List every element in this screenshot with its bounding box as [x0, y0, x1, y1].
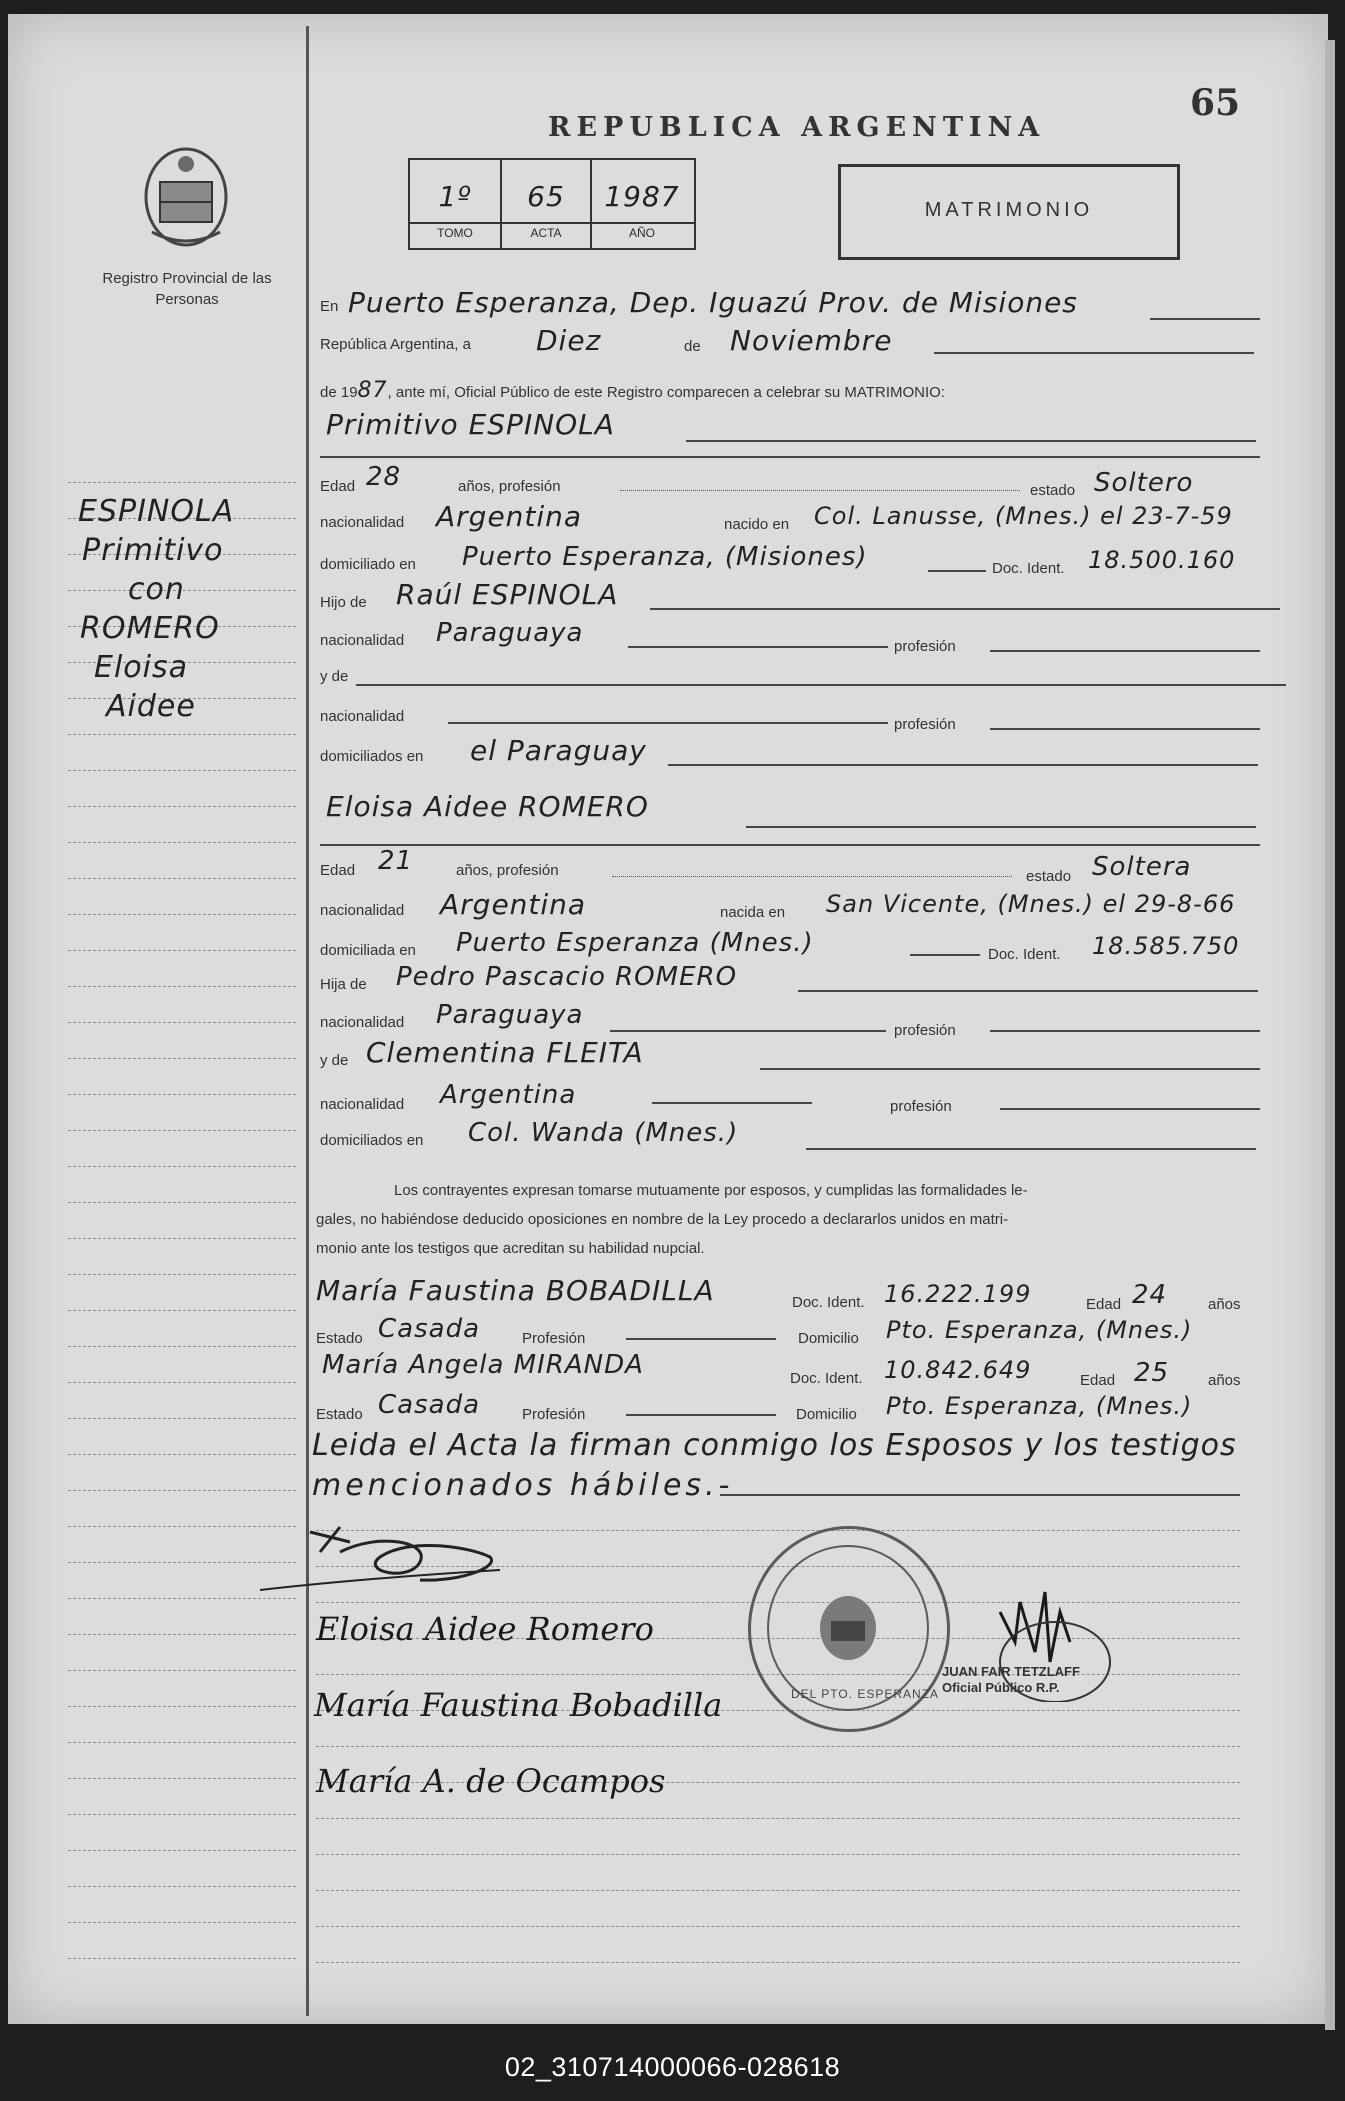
- margin-ruled-line: [68, 1238, 296, 1239]
- margin-ruled-line: [68, 1274, 296, 1275]
- margin-ruled-line: [68, 878, 296, 879]
- margin-ruled-line: [68, 1382, 296, 1383]
- margin-ruled-line: [68, 1670, 296, 1671]
- groom-signature: [240, 1512, 540, 1602]
- witness-1-doc-label: Doc. Ident.: [792, 1294, 865, 1311]
- margin-ruled-line: [68, 950, 296, 951]
- margin-name-5: Eloisa: [94, 650, 188, 685]
- fill-line: [720, 1494, 1240, 1496]
- bride-estado: Soltera: [1092, 852, 1192, 882]
- margin-names: [76, 492, 276, 726]
- groom-fnac-label: nacionalidad: [320, 632, 405, 649]
- witness-2-doc-label: Doc. Ident.: [790, 1370, 863, 1387]
- signature-ruled-line: [316, 1854, 1240, 1855]
- margin-ruled-line: [68, 1202, 296, 1203]
- document-id-caption: 02_310714000066-028618: [504, 2052, 841, 2082]
- witness-1-anos-label: años: [1208, 1296, 1241, 1313]
- witness-2-domicilio: Pto. Esperanza, (Mnes.): [886, 1392, 1193, 1420]
- margin-ruled-line: [68, 482, 296, 483]
- bride-mnac-label: nacionalidad: [320, 1096, 405, 1113]
- margin-ruled-line: [68, 1094, 296, 1095]
- margin-ruled-line: [68, 1634, 296, 1635]
- witness-1-estado: Casada: [378, 1314, 481, 1344]
- section-rule: [320, 844, 1260, 846]
- margin-divider: [306, 26, 309, 2016]
- groom-mnac-label: nacionalidad: [320, 708, 405, 725]
- declaration-text: [316, 1176, 1256, 1263]
- groom-name: Primitivo ESPINOLA: [326, 408, 615, 441]
- page-edge: [1325, 40, 1335, 2030]
- bride-dom-label: domiciliada en: [320, 942, 416, 959]
- en-label: En: [320, 298, 339, 315]
- witness-1-edad: 24: [1132, 1280, 1168, 1310]
- groom-nac-label: nacionalidad: [320, 514, 405, 531]
- fill-line: [626, 1414, 776, 1416]
- margin-ruled-line: [68, 1058, 296, 1059]
- bride-fprof-label: profesión: [894, 1022, 956, 1039]
- month-value: Noviembre: [730, 324, 893, 357]
- witness-1-dom-label: Domicilio: [798, 1330, 859, 1347]
- witness-2-estado-label: Estado: [316, 1406, 363, 1423]
- groom-anos-profesion: años, profesión: [458, 478, 561, 495]
- bride-anos-profesion: años, profesión: [456, 862, 559, 879]
- section-rule: [320, 456, 1260, 458]
- fill-line: [1150, 318, 1260, 320]
- bride-pdom-label: domiciliados en: [320, 1132, 424, 1149]
- fill-line: [620, 490, 1020, 491]
- bride-parents-dom: Col. Wanda (Mnes.): [468, 1118, 739, 1148]
- fill-line: [626, 1338, 776, 1340]
- margin-name-2: Primitivo: [82, 533, 224, 568]
- seal-emblem-icon: [813, 1593, 883, 1663]
- coat-of-arms-icon: [138, 142, 234, 252]
- fill-line: [990, 1030, 1260, 1032]
- groom-estado: Soltero: [1094, 468, 1194, 498]
- margin-ruled-line: [68, 1418, 296, 1419]
- groom-doc-label: Doc. Ident.: [992, 560, 1065, 577]
- signature-ruled-line: [316, 1962, 1240, 1963]
- groom-edad-label: Edad: [320, 478, 356, 495]
- tomo-label: TOMO: [437, 226, 473, 240]
- groom-pdom-label: domiciliados en: [320, 748, 424, 765]
- margin-ruled-line: [68, 1346, 296, 1347]
- republica-label: República Argentina, a: [320, 336, 471, 353]
- fill-line: [990, 650, 1260, 652]
- groom-parents-dom: el Paraguay: [470, 734, 647, 767]
- margin-ruled-line: [68, 1022, 296, 1023]
- margin-ruled-line: [68, 806, 296, 807]
- margin-name-1: ESPINOLA: [78, 494, 235, 529]
- fill-line: [806, 1148, 1256, 1150]
- bride-name: Eloisa Aidee ROMERO: [326, 790, 649, 823]
- fill-line: [1000, 1108, 1260, 1110]
- bride-edad-label: Edad: [320, 862, 356, 879]
- bride-nacionalidad: Argentina: [440, 888, 587, 921]
- acta-label: ACTA: [530, 226, 562, 240]
- margin-ruled-line: [68, 1958, 296, 1959]
- margin-name-4: ROMERO: [80, 611, 220, 646]
- fill-line: [798, 990, 1258, 992]
- act-type-box: [838, 164, 1180, 260]
- tomo-acta-ano-box: [408, 158, 696, 250]
- tomo-value: 1º: [438, 180, 472, 213]
- bride-doc: 18.585.750: [1092, 932, 1240, 960]
- witness-1-domicilio: Pto. Esperanza, (Mnes.): [886, 1316, 1193, 1344]
- groom-domicilio: Puerto Esperanza, (Misiones): [462, 542, 868, 572]
- witness-1-prof-label: Profesión: [522, 1330, 586, 1347]
- witness-2-dom-label: Domicilio: [796, 1406, 857, 1423]
- fill-line: [760, 1068, 1260, 1070]
- bride-nacida: San Vicente, (Mnes.) el 29-8-66: [826, 890, 1236, 918]
- margin-ruled-line: [68, 1742, 296, 1743]
- bride-yde-label: y de: [320, 1052, 349, 1069]
- groom-nacido-label: nacido en: [724, 516, 790, 533]
- groom-edad: 28: [366, 462, 402, 492]
- margin-ruled-line: [68, 1310, 296, 1311]
- registry-seal: [748, 1526, 950, 1732]
- witness-1-signature: María Faustina Bobadilla: [314, 1686, 723, 1724]
- margin-ruled-line: [68, 1130, 296, 1131]
- bride-mother-nac: Argentina: [440, 1080, 577, 1110]
- witness-2-prof-label: Profesión: [522, 1406, 586, 1423]
- groom-doc: 18.500.160: [1088, 546, 1236, 574]
- margin-name-6: Aidee: [106, 689, 196, 724]
- witness-2-anos-label: años: [1208, 1372, 1241, 1389]
- groom-father-nac: Paraguaya: [436, 618, 584, 648]
- margin-ruled-line: [68, 1886, 296, 1887]
- de-label: de: [684, 338, 701, 355]
- margin-ruled-line: [68, 986, 296, 987]
- fill-line: [668, 764, 1258, 766]
- registry-name: Registro Provincial de las Personas: [102, 270, 272, 308]
- witness-2-signature: María A. de Ocampos: [316, 1762, 666, 1800]
- declaration-line-2: gales, no habiéndose deducido oposiciones en nombre de la Ley procedo a declararlos unidos en matri-: [316, 1211, 1009, 1228]
- fill-line: [652, 1102, 812, 1104]
- acta-value: 65: [527, 180, 565, 213]
- act-type-label: MATRIMONIO: [924, 199, 1094, 221]
- bride-fnac-label: nacionalidad: [320, 1014, 405, 1031]
- ante-text: , ante mí, Oficial Público de este Registro comparecen a celebrar su MATRIMONIO:: [387, 384, 945, 401]
- bride-nac-label: nacionalidad: [320, 902, 405, 919]
- signature-ruled-line: [316, 1818, 1240, 1819]
- closing-line-1: Leida el Acta la firman conmigo los Esposos y los testigos: [312, 1428, 1237, 1463]
- groom-nacido: Col. Lanusse, (Mnes.) el 23-7-59: [814, 502, 1233, 530]
- margin-ruled-line: [68, 1922, 296, 1923]
- margin-ruled-line: [68, 842, 296, 843]
- margin-ruled-line: [68, 1490, 296, 1491]
- fill-line: [448, 722, 888, 724]
- place-value: Puerto Esperanza, Dep. Iguazú Prov. de Misiones: [348, 286, 1078, 319]
- groom-fprof-label: profesión: [894, 638, 956, 655]
- fill-line: [686, 440, 1256, 442]
- fill-line: [910, 954, 980, 956]
- year-line: [320, 378, 945, 403]
- official-stamp: JUAN FAIR TETZLAFF Oficial Público R.P.: [942, 1664, 1080, 1695]
- bride-nacida-label: nacida en: [720, 904, 786, 921]
- groom-father: Raúl ESPINOLA: [396, 578, 619, 611]
- bride-domicilio: Puerto Esperanza (Mnes.): [456, 928, 814, 958]
- margin-ruled-line: [68, 1166, 296, 1167]
- margin-ruled-line: [68, 1454, 296, 1455]
- fill-line: [650, 608, 1280, 610]
- bride-estado-label: estado: [1026, 868, 1072, 885]
- groom-nacionalidad: Argentina: [436, 500, 583, 533]
- declaration-line-1: Los contrayentes expresan tomarse mutuamente por esposos, y cumplidas las formalidades le-: [394, 1182, 1028, 1199]
- fill-line: [990, 728, 1260, 730]
- groom-hijo-label: Hijo de: [320, 594, 367, 611]
- bride-mother: Clementina FLEITA: [366, 1036, 644, 1069]
- year-prefix: de 19: [320, 384, 358, 401]
- ano-value: 1987: [604, 180, 680, 213]
- bride-father: Pedro Pascacio ROMERO: [396, 962, 738, 992]
- country-heading: REPUBLICA ARGENTINA: [548, 112, 1046, 143]
- fill-line: [612, 876, 1012, 877]
- year-suffix: 87: [357, 378, 388, 403]
- margin-ruled-line: [68, 1850, 296, 1851]
- witness-1-name: María Faustina BOBADILLA: [316, 1274, 715, 1307]
- witness-1-doc: 16.222.199: [884, 1280, 1032, 1308]
- ano-label: AÑO: [628, 226, 655, 240]
- fill-line: [356, 684, 1286, 686]
- margin-ruled-line: [68, 734, 296, 735]
- fill-line: [928, 570, 986, 572]
- groom-yde-label: y de: [320, 668, 349, 685]
- witness-2-doc: 10.842.649: [884, 1356, 1032, 1384]
- groom-estado-label: estado: [1030, 482, 1076, 499]
- margin-name-3: con: [128, 572, 185, 607]
- fill-line: [934, 352, 1254, 354]
- margin-ruled-line: [68, 914, 296, 915]
- signature-ruled-line: [316, 1746, 1240, 1747]
- bride-hija-label: Hija de: [320, 976, 367, 993]
- witness-2-estado: Casada: [378, 1390, 481, 1420]
- bride-mprof-label: profesión: [890, 1098, 952, 1115]
- seal-text: DEL PTO. ESPERANZA: [791, 1687, 940, 1701]
- groom-mprof-label: profesión: [894, 716, 956, 733]
- margin-ruled-line: [68, 770, 296, 771]
- fill-line: [746, 826, 1256, 828]
- margin-ruled-line: [68, 1814, 296, 1815]
- bride-edad: 21: [378, 846, 414, 876]
- witness-1-estado-label: Estado: [316, 1330, 363, 1347]
- signature-ruled-line: [316, 1890, 1240, 1891]
- signature-ruled-line: [316, 1926, 1240, 1927]
- margin-ruled-line: [68, 1778, 296, 1779]
- witness-2-edad: 25: [1134, 1358, 1170, 1388]
- witness-2-edad-label: Edad: [1080, 1372, 1116, 1389]
- bride-doc-label: Doc. Ident.: [988, 946, 1061, 963]
- closing-line-2: mencionados hábiles.-: [312, 1468, 734, 1503]
- page-number: 65: [1190, 82, 1241, 124]
- witness-1-edad-label: Edad: [1086, 1296, 1122, 1313]
- bride-signature: Eloisa Aidee Romero: [316, 1610, 654, 1648]
- bride-father-nac: Paraguaya: [436, 1000, 584, 1030]
- fill-line: [628, 646, 888, 648]
- margin-ruled-line: [68, 1706, 296, 1707]
- witness-2-name: María Angela MIRANDA: [322, 1350, 644, 1380]
- day-value: Diez: [536, 324, 602, 357]
- fill-line: [610, 1030, 886, 1032]
- groom-dom-label: domiciliado en: [320, 556, 416, 573]
- declaration-line-3: monio ante los testigos que acreditan su habilidad nupcial.: [316, 1240, 705, 1257]
